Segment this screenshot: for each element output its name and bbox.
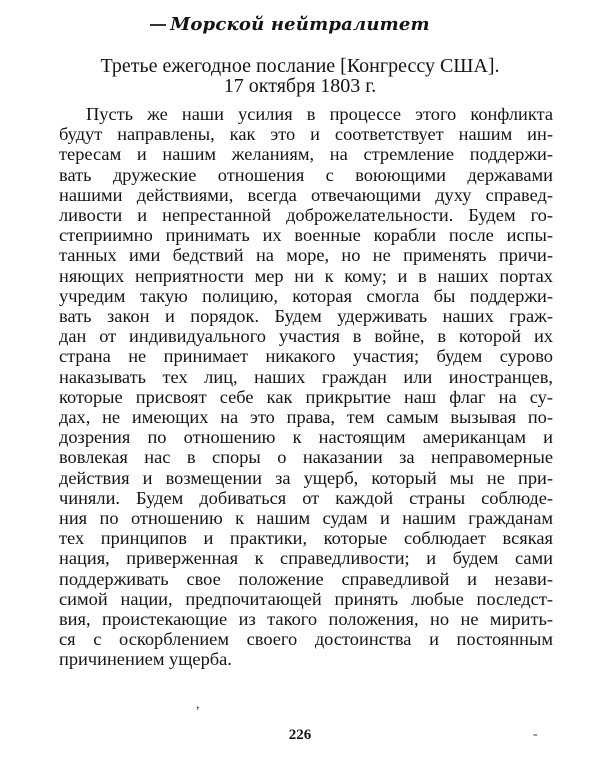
text-line: Пусть же наши усилия в процессе этого конфликта [86,104,553,124]
text-line: вать закон и порядок. Будем удерживать наших граж- [59,306,553,327]
text-line: поддерживать свое положение справедливой и незави- [59,568,553,589]
running-head: Морской нейтралитет [170,14,430,35]
stray-ink-mark: - [533,727,538,742]
text-line: будут направлены, как это и соответствует нашим ин- [59,124,553,145]
text-line: ся с оскорблением своего достоинства и постоянным [59,629,553,650]
text-line: чиняли. Будем добиваться от каждой страны соблюде- [59,487,553,508]
section-heading [0,56,600,96]
text-line: нашими действиями, всегда отвечающими духу справед- [59,184,553,205]
text-line: ния по отношению к нашим судам и нашим гражданам [59,508,553,529]
text-line: тересам и нашим желаниям, на стремление поддержи- [59,144,553,165]
text-line: няющих неприятности мер ни к кому; и в наших портах [59,265,553,286]
page-number: 226 [288,727,312,743]
text-line: причинением ущерба. [59,649,232,670]
text-line: симой нации, предпочитающей принять любые последст- [59,588,553,609]
text-line: тех принципов и практики, которые соблюдает всякая [59,528,553,549]
text-line: степриимно принимать их военные корабли после испы- [59,225,553,246]
text-line: ливости и непрестанной доброжелательности. Будем го- [59,205,553,226]
text-line: вия, проистекающие из такого положения, но не мирить- [59,609,553,630]
text-line: страна не принимает никакого участия; будем сурово [59,346,553,367]
text-line: действия и возмещении за ущерб, который мы не при- [59,467,553,488]
text-line: дах, не имеющих на это права, тем самым вызывая по- [59,407,553,428]
text-line: учредим такую полицию, которая смогла бы поддержи- [59,285,553,306]
heading-date: 17 октября 1803 г. [223,75,377,97]
text-line: нация, приверженная к справедливости; и будем сами [59,548,553,569]
text-line: дан от индивидуального участия в войне, в которой их [59,326,553,347]
heading-title: Третье ежегодное послание [Конгрессу США]. [100,55,500,77]
text-line: наказывать тех лиц, наших граждан или иностранцев, [59,366,553,387]
stray-ink-mark: , [196,697,200,712]
body-paragraph [59,104,553,670]
text-line: дозрения по отношению к настоящим американцам и [59,427,553,448]
text-line: вовлекая нас в споры о наказании за неправомерные [59,447,553,468]
text-line: танных ими бедствий на море, но не применять причи- [59,245,553,266]
text-line: вать дружеские отношения с воюющими державами [59,164,553,185]
text-line: которые присвоят себе как прикрытие наш флаг на су- [59,386,553,407]
